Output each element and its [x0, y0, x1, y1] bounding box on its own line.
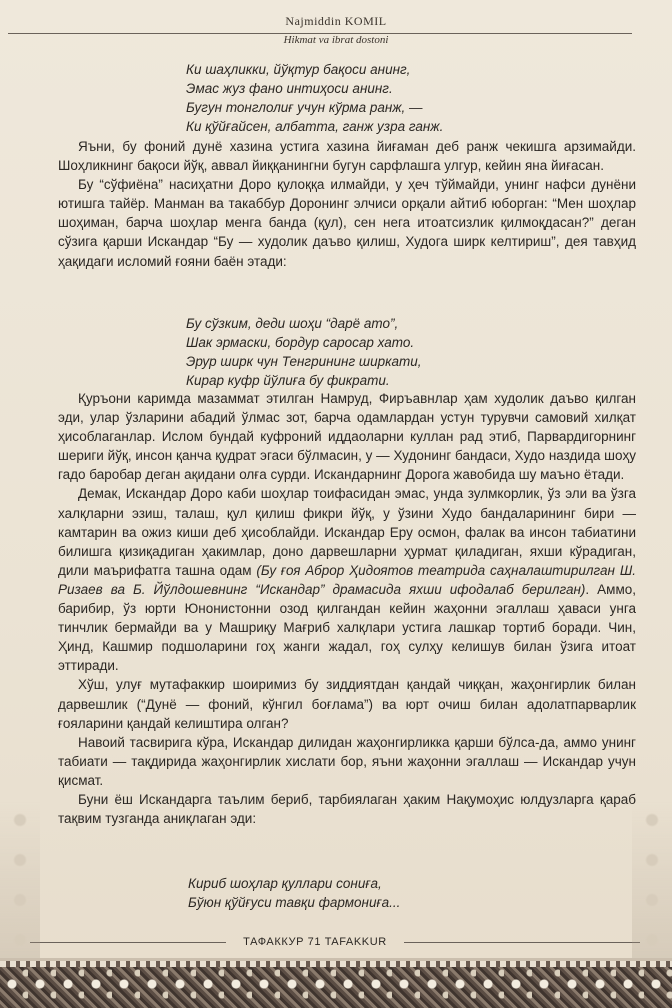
paragraph-text: Демак, Искандар Доро каби шоҳлар тоифасидан эмас, унда зулмкорлик, ўз эли ва ўзга халқларни эзиш, талаш, қул қилиш фикри йўқ, у ўзини Худо бандаларининг бири — камтарин ва ожиз киши деб ҳисоблайди. Искандар Еру осмон, фалак ва инсон табиатини билишга қизиқадиган ҳакимлар, доно дарвешларни ҳурмат қиладиган, яхши кўрадиган, дили маърифатга ташна одам	[58, 486, 636, 578]
verse-line: Бугун тонглолиғ учун кўрма ранж, —	[186, 100, 423, 115]
verse-block-1	[186, 60, 443, 136]
verse-line: Ки шаҳликки, йўқтур бақоси анинг,	[186, 62, 411, 77]
footer-text: ТАФАККУР 71 TAFAKKUR	[243, 936, 387, 948]
footer-rule-left	[30, 942, 226, 943]
verse-block-2	[186, 314, 422, 390]
running-head-subtitle: Hikmat va ibrat dostoni	[283, 34, 389, 46]
verse-line: Бўюн қўйғуси тавқи фармониға...	[188, 895, 401, 910]
verse-line: Ки қўйғайсен, албатта, ганж узра ганж.	[186, 119, 444, 134]
ornamental-border	[0, 958, 672, 1008]
italic-remark: (Бу ғоя Аброр Ҳидоятов театрида саҳналаштирилган Ш. Ризаев ва Б. Йўлдошевнинг “Искандар” драмасида яхши ифодалаб берилган)	[58, 562, 636, 597]
verse-line: Шак эрмаски, бордур саросар хато.	[186, 335, 415, 350]
verse-line: Эрур ширк чун Тенгрининг ширкати,	[186, 354, 422, 369]
running-head-author: Najmiddin KOMIL	[285, 14, 387, 28]
prose-block-2	[58, 389, 636, 828]
paragraph-text: . Аммо, барибир, ўз юрти Юнонистонни озод қилгандан кейин жаҳонни эгаллаш ҳаваси унга тинчлик бермайди ва у Машриқу Мағриб халқлари устига лашкар тортиб боради. Чин, Ҳинд, Кашмир подшоларини гоҳ жанги жадал, гоҳ сулҳу келишув билан ўзига итоат эттиради.	[58, 581, 637, 674]
ornament-side-left	[0, 800, 40, 960]
paragraph: Қуръони каримда мазаммат этилган Намруд, Фиръавнлар ҳам худолик даъво қилган эди, улар ўзларини абадий ўлмас зот, барча одамлардан устун турувчи самовий хилқат ҳисоблаганлар. Ислом бундай куфроний иддаоларни куллан рад этиб, Парвардигорнинг шериги йўқ, инсон қанча қудрат эгаси бўлмасин, у — Худонинг бандаси, Худо наздида шоҳу гадо баробар деган ақидани олға сурди. Искандарнинг Дорога жавобида шу маъно ётади.	[58, 391, 636, 483]
page-header	[0, 14, 672, 46]
page-footer	[0, 935, 672, 949]
verse-line: Эмас жуз фано интиҳоси анинг.	[186, 81, 393, 96]
paragraph: Навоий тасвирига кўра, Искандар дилидан жаҳонгирликка қарши бўлса-да, аммо унинг табиати — тақдирида жаҳонгирлик хислати бор, яъни жаҳонни эгаллаш — Искандар учун қисмат.	[58, 734, 636, 788]
verse-line: Кириб шоҳлар қуллари сониға,	[188, 876, 382, 891]
header-rule	[8, 33, 632, 34]
footer-rule-right	[404, 942, 640, 943]
ornament-side-right	[632, 800, 672, 960]
prose-block-1	[58, 137, 636, 271]
verse-line: Бу сўзким, деди шоҳи “дарё ато”,	[186, 316, 399, 331]
verse-line: Кирар куфр йўлиға бу фикрати.	[186, 373, 390, 388]
paragraph: Хўш, улуғ мутафаккир шоиримиз бу зиддиятдан қандай чиққан, жаҳонгирлик билан дарвешлик (“Дунё — фоний, кўнгил боғлама”) ва юрт очиш билан адолатпарварлик ғояларини қандай келиштира олган?	[58, 677, 636, 731]
verse-block-3	[188, 874, 400, 912]
paragraph: Буни ёш Искандарга таълим бериб, тарбиялаган ҳаким Нақумоҳис юлдузларга қараб тақвим тузганда аниқлаган эди:	[58, 791, 636, 827]
paragraph: Бу “сўфиёна” насиҳатни Доро қулоққа илмайди, у ҳеч тўймайди, унинг нафси дунёни ютишга тайёр. Манман ва такаббур Доронинг элчиси орқали айтиб юборган: “Мен шоҳлар шоҳиман, барча шоҳлар менга банда (қул), сен нега итоатсизлик қилмоқдасан?” деган сўзига қарши Искандар “Бу — худолик даъво қилиш, Худога ширк келтириш”, дея тавҳид ҳақидаги исломий ғояни баён этади:	[58, 177, 636, 269]
paragraph	[58, 484, 636, 675]
paragraph: Яъни, бу фоний дунё хазина устига хазина йиғаман деб ранж чекишга арзимайди. Шоҳликнинг бақоси йўқ, аввал йиққанингни бугун сарфлашга улгур, кейин яна йиғасан.	[58, 139, 636, 174]
